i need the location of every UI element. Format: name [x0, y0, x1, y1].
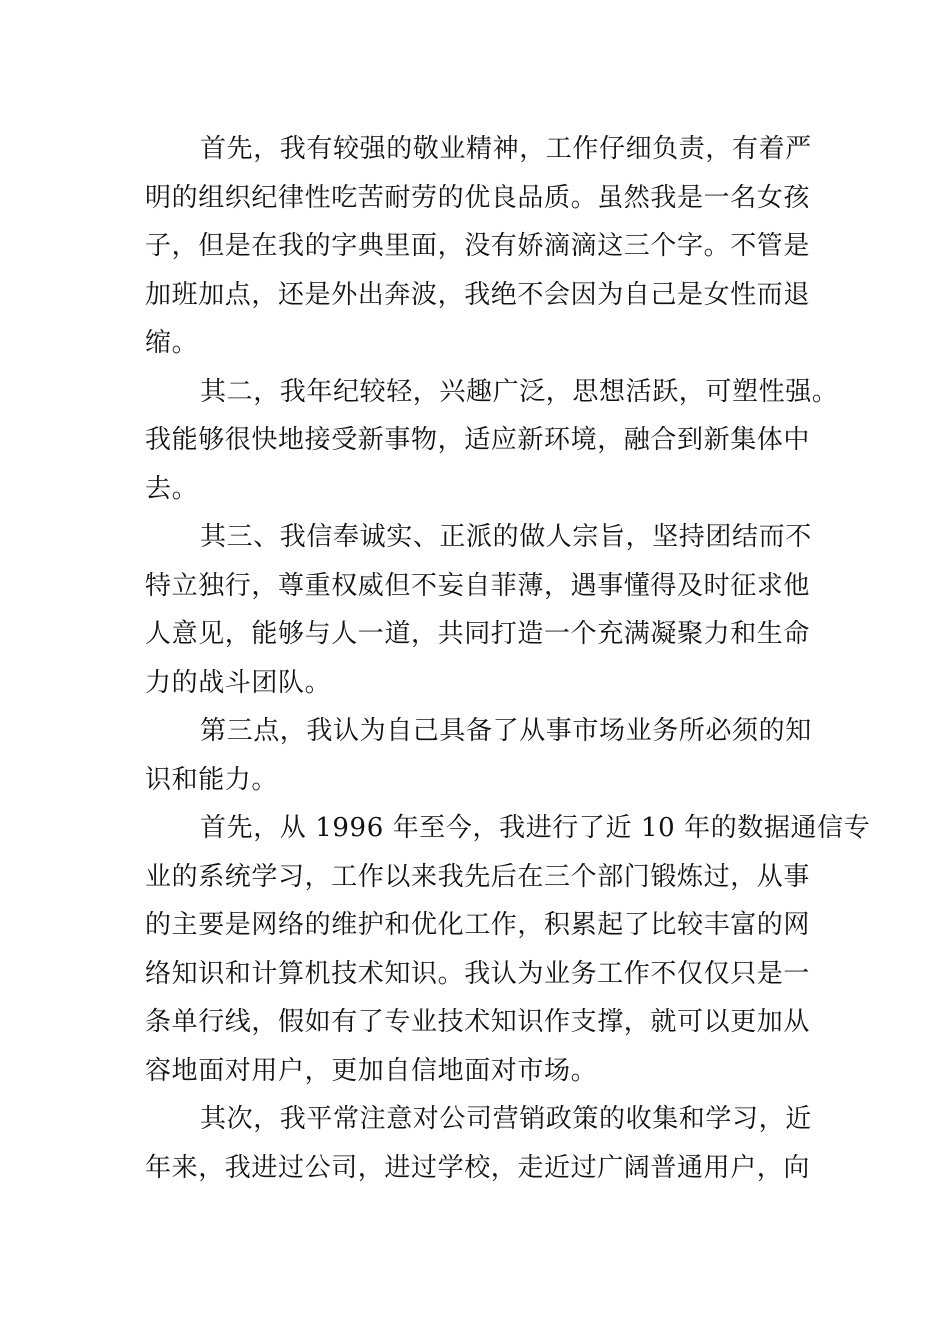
text-line: 其二，我年纪较轻，兴趣广泛，思想活跃，可塑性强。	[200, 376, 839, 407]
text-line: 加班加点，还是外出奔波，我绝不会因为自己是女性而退	[145, 279, 811, 310]
paragraph-third-point	[145, 707, 812, 804]
text-line: 人意见，能够与人一道，共同打造一个充满凝聚力和生命	[145, 619, 811, 649]
paragraph-integrity	[145, 513, 812, 707]
text-line: 明的组织纪律性吃苦耐劳的优良品质。虽然我是一名女孩	[145, 182, 811, 213]
paragraph-dedication	[145, 125, 812, 368]
text-line: 其三、我信奉诚实、正派的做人宗旨，坚持团结而不	[200, 522, 812, 552]
text-line: 首先，我有较强的敬业精神，工作仔细负责，有着严	[200, 134, 812, 164]
text-line: 其次，我平常注意对公司营销政策的收集和学习，近	[200, 1104, 812, 1134]
text-line: 子，但是在我的字典里面，没有娇滴滴这三个字。不管是	[145, 231, 811, 261]
text-line: 首先，从 1996 年至今，我进行了近 10 年的数据通信专	[200, 813, 871, 843]
text-line: 识和能力。	[145, 764, 279, 795]
text-line: 去。	[145, 473, 199, 504]
text-line: 业的系统学习，工作以来我先后在三个部门锻炼过，从事	[145, 861, 811, 892]
text-line: 条单行线，假如有了专业技术知识作支撑，就可以更加从	[145, 1007, 811, 1037]
paragraph-youth	[145, 368, 839, 514]
text-line: 特立独行，尊重权威但不妄自菲薄，遇事懂得及时征求他	[145, 570, 811, 601]
paragraph-education	[145, 804, 871, 1095]
text-line: 的主要是网络的维护和优化工作，积累起了比较丰富的网	[145, 910, 811, 940]
text-line: 络知识和计算机技术知识。我认为业务工作不仅仅只是一	[145, 958, 811, 989]
text-line: 缩。	[145, 328, 199, 358]
paragraph-marketing	[145, 1095, 812, 1192]
text-line: 第三点，我认为自己具备了从事市场业务所必须的知	[200, 716, 812, 746]
text-line: 容地面对用户，更加自信地面对市场。	[145, 1055, 598, 1086]
text-line: 年来，我进过公司，进过学校，走近过广阔普通用户，向	[145, 1152, 811, 1183]
text-line: 力的战斗团队。	[145, 667, 332, 698]
document-body	[145, 125, 871, 1192]
text-line: 我能够很快地接受新事物，适应新环境，融合到新集体中	[145, 425, 811, 455]
